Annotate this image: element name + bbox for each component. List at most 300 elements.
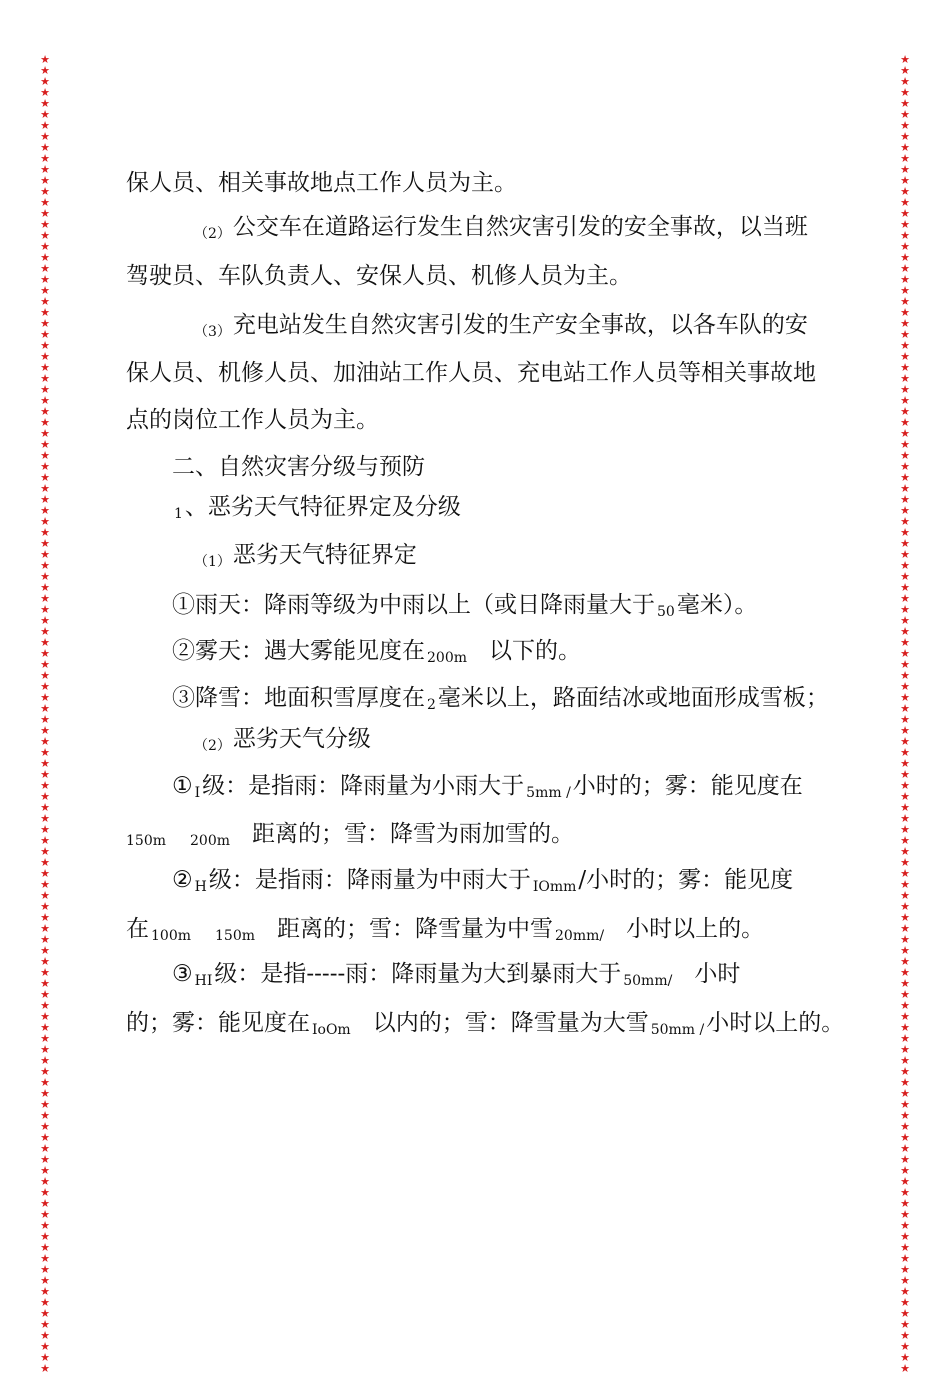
star-icon: ★ xyxy=(900,999,910,1012)
star-icon: ★ xyxy=(900,130,910,143)
text: ② xyxy=(172,867,193,893)
value: IoOm xyxy=(312,1022,351,1038)
star-icon: ★ xyxy=(40,207,50,220)
star-icon: ★ xyxy=(900,383,910,396)
grade-3-line xyxy=(172,959,740,989)
star-icon: ★ xyxy=(40,977,50,990)
star-icon: ★ xyxy=(40,878,50,891)
star-icon: ★ xyxy=(900,834,910,847)
star-icon: ★ xyxy=(900,977,910,990)
section-heading xyxy=(172,452,425,482)
star-icon: ★ xyxy=(40,218,50,231)
star-icon: ★ xyxy=(40,592,50,605)
star-icon: ★ xyxy=(900,1351,910,1364)
star-icon: ★ xyxy=(40,1208,50,1221)
star-icon: ★ xyxy=(40,251,50,264)
star-icon: ★ xyxy=(900,669,910,682)
subsubsection-heading xyxy=(192,540,417,570)
text: 小时 xyxy=(694,961,741,987)
star-icon: ★ xyxy=(900,702,910,715)
star-icon: ★ xyxy=(40,438,50,451)
star-icon: ★ xyxy=(900,240,910,253)
subsection-heading xyxy=(172,492,461,522)
star-icon: ★ xyxy=(900,141,910,154)
star-icon: ★ xyxy=(900,372,910,385)
star-icon: ★ xyxy=(40,1285,50,1298)
star-icon: ★ xyxy=(900,878,910,891)
star-icon: ★ xyxy=(40,889,50,902)
star-icon: ★ xyxy=(40,790,50,803)
text: 级：是指雨：降雨量为中雨大于 xyxy=(208,867,531,893)
star-icon: ★ xyxy=(40,1252,50,1265)
star-icon: ★ xyxy=(900,1318,910,1331)
star-icon: ★ xyxy=(40,64,50,77)
star-icon: ★ xyxy=(900,1252,910,1265)
star-icon: ★ xyxy=(900,471,910,484)
star-icon: ★ xyxy=(40,669,50,682)
star-icon: ★ xyxy=(900,812,910,825)
text: ① xyxy=(172,773,193,799)
star-icon: ★ xyxy=(900,867,910,880)
star-icon: ★ xyxy=(40,350,50,363)
star-icon: ★ xyxy=(900,1263,910,1276)
star-icon: ★ xyxy=(900,526,910,539)
star-icon: ★ xyxy=(40,1307,50,1320)
star-icon: ★ xyxy=(40,1318,50,1331)
star-icon: ★ xyxy=(900,394,910,407)
star-icon: ★ xyxy=(40,647,50,660)
star-icon: ★ xyxy=(900,482,910,495)
star-icon: ★ xyxy=(900,460,910,473)
text: 小时的；雾：能见度在 xyxy=(572,773,803,799)
star-icon: ★ xyxy=(900,108,910,121)
star-icon: ★ xyxy=(40,724,50,737)
item-number: （3） xyxy=(194,324,231,340)
star-icon: ★ xyxy=(40,944,50,957)
star-icon: ★ xyxy=(40,405,50,418)
star-icon: ★ xyxy=(900,955,910,968)
star-icon: ★ xyxy=(900,746,910,759)
star-icon: ★ xyxy=(40,922,50,935)
star-icon: ★ xyxy=(40,196,50,209)
star-icon: ★ xyxy=(40,328,50,341)
star-icon: ★ xyxy=(40,1131,50,1144)
paragraph-line xyxy=(126,261,632,291)
star-icon: ★ xyxy=(900,262,910,275)
star-icon: ★ xyxy=(900,438,910,451)
star-icon: ★ xyxy=(40,493,50,506)
star-icon: ★ xyxy=(900,97,910,110)
star-icon: ★ xyxy=(900,361,910,374)
text: 在 xyxy=(126,916,149,942)
paragraph-line xyxy=(192,310,808,340)
star-icon: ★ xyxy=(40,1098,50,1111)
star-icon: ★ xyxy=(900,163,910,176)
star-icon: ★ xyxy=(40,449,50,462)
star-icon: ★ xyxy=(900,559,910,572)
value: 50mm / xyxy=(650,1022,705,1038)
star-icon: ★ xyxy=(900,317,910,330)
star-icon: ★ xyxy=(40,1296,50,1309)
star-icon: ★ xyxy=(900,801,910,814)
value: 200m xyxy=(427,650,467,666)
star-icon: ★ xyxy=(40,801,50,814)
star-icon: ★ xyxy=(40,515,50,528)
star-icon: ★ xyxy=(40,130,50,143)
star-icon: ★ xyxy=(40,1362,50,1375)
star-icon: ★ xyxy=(900,1340,910,1353)
grade-1-line-2 xyxy=(126,819,574,849)
text: /小时的；雾：能见度 xyxy=(578,867,794,893)
text: 距离的；雪：降雪为雨加雪的。 xyxy=(252,821,574,847)
right-star-border xyxy=(898,53,912,1375)
star-icon: ★ xyxy=(900,768,910,781)
text: 以下的。 xyxy=(489,638,581,664)
star-icon: ★ xyxy=(40,504,50,517)
star-icon: ★ xyxy=(40,427,50,440)
rain-definition xyxy=(172,590,757,620)
star-icon: ★ xyxy=(40,1087,50,1100)
star-icon: ★ xyxy=(900,493,910,506)
star-icon: ★ xyxy=(40,383,50,396)
star-icon: ★ xyxy=(900,1241,910,1254)
star-icon: ★ xyxy=(900,416,910,429)
star-icon: ★ xyxy=(40,1153,50,1166)
star-icon: ★ xyxy=(900,1032,910,1045)
star-icon: ★ xyxy=(900,1208,910,1221)
star-icon: ★ xyxy=(40,779,50,792)
star-icon: ★ xyxy=(40,372,50,385)
value: 150m xyxy=(215,928,255,944)
star-icon: ★ xyxy=(900,174,910,187)
star-icon: ★ xyxy=(40,658,50,671)
paragraph-line xyxy=(126,358,816,388)
star-icon: ★ xyxy=(40,834,50,847)
text: 保人员、机修人员、加油站工作人员、充电站工作人员等相关事故地 xyxy=(126,360,816,386)
star-icon: ★ xyxy=(40,108,50,121)
star-icon: ★ xyxy=(40,1175,50,1188)
star-icon: ★ xyxy=(40,526,50,539)
text: 级：是指雨：降雨量为小雨大于 xyxy=(202,773,525,799)
star-icon: ★ xyxy=(40,812,50,825)
value: 50mm/ xyxy=(623,973,673,989)
star-icon: ★ xyxy=(40,746,50,759)
star-icon: ★ xyxy=(900,1087,910,1100)
star-icon: ★ xyxy=(40,1197,50,1210)
star-icon: ★ xyxy=(40,86,50,99)
star-icon: ★ xyxy=(900,658,910,671)
item-number: （2） xyxy=(194,226,231,242)
star-icon: ★ xyxy=(900,1131,910,1144)
text: 二、自然灾害分级与预防 xyxy=(172,454,425,480)
star-icon: ★ xyxy=(40,614,50,627)
star-icon: ★ xyxy=(40,900,50,913)
star-icon: ★ xyxy=(900,647,910,660)
star-icon: ★ xyxy=(900,185,910,198)
grade-2-line-2 xyxy=(126,914,764,944)
star-icon: ★ xyxy=(900,339,910,352)
star-icon: ★ xyxy=(900,933,910,946)
star-icon: ★ xyxy=(40,53,50,66)
star-icon: ★ xyxy=(40,548,50,561)
star-icon: ★ xyxy=(40,295,50,308)
star-icon: ★ xyxy=(900,614,910,627)
star-icon: ★ xyxy=(40,361,50,374)
text: ①雨天：降雨等级为中雨以上（或日降雨量大于 xyxy=(172,592,655,618)
text: 充电站发生自然灾害引发的生产安全事故，以各车队的安 xyxy=(232,312,808,338)
star-icon: ★ xyxy=(900,889,910,902)
star-icon: ★ xyxy=(40,581,50,594)
star-icon: ★ xyxy=(900,1054,910,1067)
star-icon: ★ xyxy=(40,1186,50,1199)
star-icon: ★ xyxy=(900,1362,910,1375)
star-icon: ★ xyxy=(900,1329,910,1342)
text: ③降雪：地面积雪厚度在 xyxy=(172,685,425,711)
star-icon: ★ xyxy=(900,75,910,88)
star-icon: ★ xyxy=(40,262,50,275)
star-icon: ★ xyxy=(900,196,910,209)
star-icon: ★ xyxy=(900,724,910,737)
star-icon: ★ xyxy=(900,229,910,242)
star-icon: ★ xyxy=(40,482,50,495)
star-icon: ★ xyxy=(40,966,50,979)
star-icon: ★ xyxy=(40,768,50,781)
text: ③ xyxy=(172,961,193,987)
grade-1-line xyxy=(172,771,803,801)
star-icon: ★ xyxy=(900,1021,910,1034)
text: 的；雾：能见度在 xyxy=(126,1010,310,1036)
text: 毫米）。 xyxy=(676,592,758,618)
star-icon: ★ xyxy=(40,845,50,858)
star-icon: ★ xyxy=(40,394,50,407)
value: 20mm/ xyxy=(555,928,605,944)
star-icon: ★ xyxy=(900,1109,910,1122)
star-icon: ★ xyxy=(900,1164,910,1177)
fog-definition xyxy=(172,636,581,666)
star-icon: ★ xyxy=(40,1329,50,1342)
star-icon: ★ xyxy=(40,1164,50,1177)
star-icon: ★ xyxy=(40,999,50,1012)
star-icon: ★ xyxy=(40,1032,50,1045)
star-icon: ★ xyxy=(40,1076,50,1089)
text: 小时以上的。 xyxy=(706,1010,845,1036)
star-icon: ★ xyxy=(900,966,910,979)
star-icon: ★ xyxy=(900,944,910,957)
star-icon: ★ xyxy=(40,229,50,242)
star-icon: ★ xyxy=(40,988,50,1001)
star-icon: ★ xyxy=(900,1274,910,1287)
value: 50 xyxy=(657,604,675,620)
star-icon: ★ xyxy=(900,1120,910,1133)
star-icon: ★ xyxy=(40,680,50,693)
star-icon: ★ xyxy=(40,1263,50,1276)
text: 点的岗位工作人员为主。 xyxy=(126,407,379,433)
star-icon: ★ xyxy=(900,295,910,308)
star-icon: ★ xyxy=(900,405,910,418)
value: 100m xyxy=(151,928,191,944)
item-number: 1 xyxy=(174,506,183,522)
text: 级：是指-----雨：降雨量为大到暴雨大于 xyxy=(214,961,622,987)
star-icon: ★ xyxy=(40,559,50,572)
star-icon: ★ xyxy=(40,97,50,110)
star-icon: ★ xyxy=(900,1010,910,1023)
star-icon: ★ xyxy=(40,757,50,770)
grade-3-line-2 xyxy=(126,1008,844,1038)
star-icon: ★ xyxy=(40,1219,50,1232)
star-icon: ★ xyxy=(900,823,910,836)
star-icon: ★ xyxy=(40,603,50,616)
star-icon: ★ xyxy=(40,911,50,924)
star-icon: ★ xyxy=(900,1307,910,1320)
value: 5mm / xyxy=(526,785,571,801)
star-icon: ★ xyxy=(40,856,50,869)
star-icon: ★ xyxy=(40,1109,50,1122)
star-icon: ★ xyxy=(40,1010,50,1023)
text: 、恶劣天气特征界定及分级 xyxy=(184,494,461,520)
star-icon: ★ xyxy=(40,273,50,286)
star-icon: ★ xyxy=(900,1153,910,1166)
star-icon: ★ xyxy=(900,1043,910,1056)
grade-label: HI xyxy=(194,973,213,989)
star-icon: ★ xyxy=(900,1098,910,1111)
star-icon: ★ xyxy=(900,427,910,440)
star-icon: ★ xyxy=(900,306,910,319)
star-icon: ★ xyxy=(900,922,910,935)
text: 距离的；雪：降雪量为中雪 xyxy=(277,916,553,942)
star-icon: ★ xyxy=(900,1230,910,1243)
star-icon: ★ xyxy=(900,1076,910,1089)
star-icon: ★ xyxy=(900,603,910,616)
snow-definition xyxy=(172,683,829,713)
star-icon: ★ xyxy=(900,328,910,341)
star-icon: ★ xyxy=(900,1296,910,1309)
star-icon: ★ xyxy=(900,537,910,550)
star-icon: ★ xyxy=(40,933,50,946)
star-icon: ★ xyxy=(900,1142,910,1155)
star-icon: ★ xyxy=(900,757,910,770)
star-icon: ★ xyxy=(900,449,910,462)
star-icon: ★ xyxy=(40,735,50,748)
star-icon: ★ xyxy=(40,185,50,198)
star-icon: ★ xyxy=(40,1142,50,1155)
star-icon: ★ xyxy=(40,867,50,880)
star-icon: ★ xyxy=(900,900,910,913)
star-icon: ★ xyxy=(40,636,50,649)
star-icon: ★ xyxy=(40,471,50,484)
star-icon: ★ xyxy=(40,570,50,583)
text: 驾驶员、车队负责人、安保人员、机修人员为主。 xyxy=(126,263,632,289)
star-icon: ★ xyxy=(40,152,50,165)
text: ②雾天：遇大雾能见度在 xyxy=(172,638,425,664)
star-icon: ★ xyxy=(40,284,50,297)
star-icon: ★ xyxy=(900,856,910,869)
star-icon: ★ xyxy=(900,581,910,594)
star-icon: ★ xyxy=(900,1285,910,1298)
star-icon: ★ xyxy=(40,339,50,352)
star-icon: ★ xyxy=(900,284,910,297)
text: 毫米以上，路面结冰或地面形成雪板； xyxy=(437,685,829,711)
value: 2 xyxy=(427,697,436,713)
star-icon: ★ xyxy=(40,119,50,132)
star-icon: ★ xyxy=(40,75,50,88)
star-icon: ★ xyxy=(900,735,910,748)
text: 小时以上的。 xyxy=(626,916,765,942)
star-icon: ★ xyxy=(900,779,910,792)
star-icon: ★ xyxy=(40,537,50,550)
star-icon: ★ xyxy=(40,1021,50,1034)
star-icon: ★ xyxy=(40,691,50,704)
star-icon: ★ xyxy=(900,504,910,517)
star-icon: ★ xyxy=(900,1175,910,1188)
star-icon: ★ xyxy=(900,691,910,704)
star-icon: ★ xyxy=(40,1351,50,1364)
grade-label: H xyxy=(194,879,207,895)
star-icon: ★ xyxy=(900,152,910,165)
item-number: （2） xyxy=(194,738,231,754)
star-icon: ★ xyxy=(40,1230,50,1243)
star-icon: ★ xyxy=(40,163,50,176)
star-icon: ★ xyxy=(900,251,910,264)
star-icon: ★ xyxy=(900,53,910,66)
star-icon: ★ xyxy=(40,141,50,154)
star-icon: ★ xyxy=(900,570,910,583)
star-icon: ★ xyxy=(900,119,910,132)
star-icon: ★ xyxy=(900,515,910,528)
star-icon: ★ xyxy=(900,350,910,363)
star-icon: ★ xyxy=(40,955,50,968)
value: IOmm xyxy=(532,879,577,895)
star-icon: ★ xyxy=(40,240,50,253)
value: 200m xyxy=(190,833,230,849)
grade-2-line xyxy=(172,865,793,895)
star-icon: ★ xyxy=(40,713,50,726)
star-icon: ★ xyxy=(900,592,910,605)
star-icon: ★ xyxy=(40,317,50,330)
star-icon: ★ xyxy=(900,273,910,286)
star-icon: ★ xyxy=(40,1241,50,1254)
text: 公交车在道路运行发生自然灾害引发的安全事故，以当班 xyxy=(232,214,808,240)
star-icon: ★ xyxy=(40,1120,50,1133)
text: 保人员、相关事故地点工作人员为主。 xyxy=(126,170,517,196)
text: 恶劣天气特征界定 xyxy=(232,542,417,568)
star-icon: ★ xyxy=(40,823,50,836)
grade-label: I xyxy=(194,785,201,801)
star-icon: ★ xyxy=(40,625,50,638)
star-icon: ★ xyxy=(900,625,910,638)
star-icon: ★ xyxy=(40,1065,50,1078)
star-icon: ★ xyxy=(40,1274,50,1287)
star-icon: ★ xyxy=(900,636,910,649)
star-icon: ★ xyxy=(40,174,50,187)
star-icon: ★ xyxy=(900,713,910,726)
paragraph-line xyxy=(126,405,379,435)
star-icon: ★ xyxy=(40,460,50,473)
star-icon: ★ xyxy=(900,1197,910,1210)
star-icon: ★ xyxy=(900,845,910,858)
star-icon: ★ xyxy=(900,86,910,99)
left-star-border xyxy=(38,53,52,1375)
star-icon: ★ xyxy=(900,548,910,561)
star-icon: ★ xyxy=(40,306,50,319)
text: 恶劣天气分级 xyxy=(232,726,371,752)
star-icon: ★ xyxy=(900,790,910,803)
star-icon: ★ xyxy=(900,680,910,693)
star-icon: ★ xyxy=(900,218,910,231)
star-icon: ★ xyxy=(40,1054,50,1067)
star-icon: ★ xyxy=(40,1043,50,1056)
star-icon: ★ xyxy=(40,1340,50,1353)
star-icon: ★ xyxy=(900,911,910,924)
